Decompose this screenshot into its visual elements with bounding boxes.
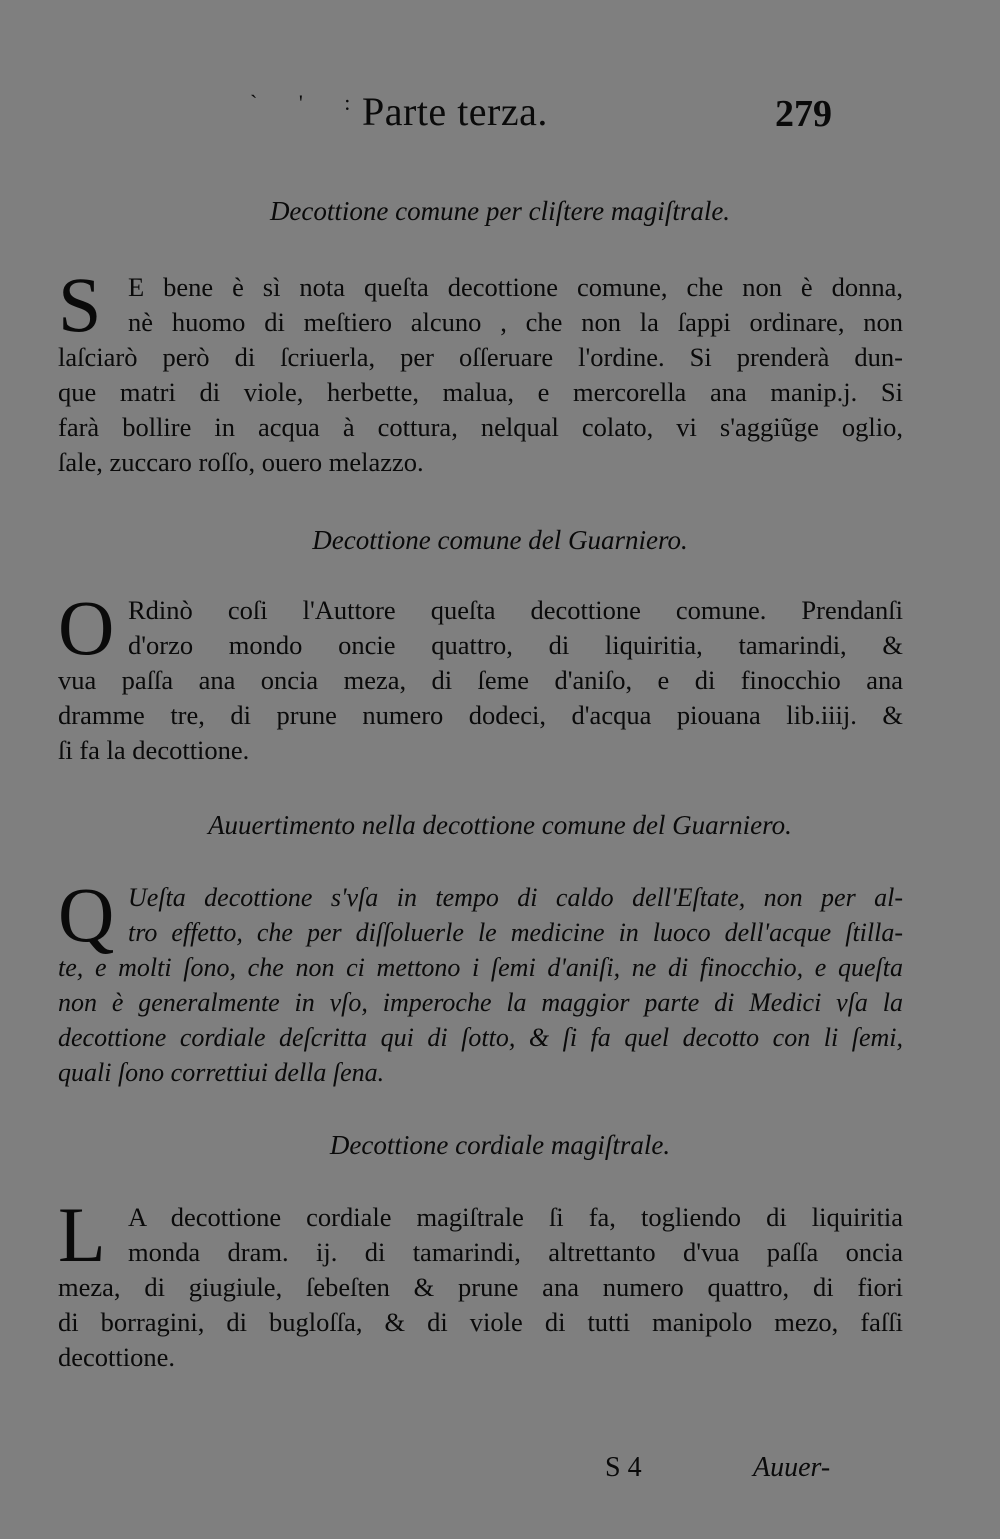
text-line: monda dram. ij. di tamarindi, altrettanto d'vua paſſa oncia — [128, 1237, 903, 1267]
signature-mark: S 4 — [605, 1452, 642, 1483]
section-heading: Auuertimento nella decottione comune del Guarniero. — [208, 810, 792, 840]
text-line: d'orzo mondo oncie quattro, di liquiritia, tamarindi, & — [128, 630, 903, 660]
text-line: dramme tre, di prune numero dodeci, d'acqua piouana lib.iiij. & — [58, 700, 903, 730]
catchword: Auuer- — [753, 1452, 831, 1483]
text-line: que matri di viole, herbette, malua, e mercorella ana manip.j. Si — [58, 377, 903, 407]
drop-cap: Q — [58, 871, 115, 958]
drop-cap: O — [58, 584, 115, 671]
section-heading: Decottione cordiale magiſtrale. — [329, 1130, 671, 1160]
text-line: decottione. — [58, 1342, 175, 1372]
text-line: vua paſſa ana oncia meza, di ſeme d'aniſo, e di finocchio ana — [58, 665, 903, 695]
text-line: A decottione cordiale magiſtrale ſi fa, togliendo di liquiritia — [128, 1202, 903, 1232]
section-heading: Decottione comune del Guarniero. — [312, 525, 688, 555]
text-line: nè huomo di meſtiero alcuno , che non la ſappi ordinare, non — [128, 307, 903, 337]
text-line: non è generalmente in vſo, imperoche la maggior parte di Medici vſa la — [58, 988, 903, 1017]
drop-cap: S — [58, 261, 102, 348]
text-line: di borragini, di bugloſſa, & di viole di tutti manipolo mezo, faſſi — [58, 1307, 903, 1337]
text-line: tro effetto, che per diſſoluerle le medicine in luoco dell'acque ſtilla- — [128, 918, 903, 947]
print-specks: ` ' : — [250, 90, 369, 115]
text-line: ſi fa la decottione. — [58, 735, 250, 765]
text-line: laſciarò però di ſcriuerla, per oſſeruare l'ordine. Si prenderà dun- — [58, 342, 903, 372]
text-line: quali ſono correttiui della ſena. — [58, 1058, 385, 1087]
section-heading: Decottione comune per cliſtere magiſtrale. — [269, 196, 731, 226]
text-line: decottione cordiale deſcritta qui di ſotto, & ſi fa quel decotto con li ſemi, — [58, 1023, 903, 1052]
text-line: meza, di giugiule, ſebeſten & prune ana numero quattro, di fiori — [58, 1272, 903, 1302]
text-line: Ueſta decottione s'vſa in tempo di caldo dell'Eſtate, non per al- — [128, 883, 903, 912]
text-line: Rdinò coſi l'Auttore queſta decottione comune. Prendanſi — [128, 595, 903, 625]
paragraph — [58, 1191, 903, 1375]
page-number: 279 — [775, 93, 832, 135]
paragraph — [58, 871, 903, 1090]
text-line: te, e molti ſono, che non ci mettono i ſemi d'aniſi, ne di finocchio, e queſta — [58, 953, 903, 982]
text-line: farà bollire in acqua à cottura, nelqual colato, vi s'aggiũge oglio, — [58, 412, 903, 442]
paragraph — [58, 584, 903, 768]
drop-cap: L — [58, 1191, 106, 1278]
paragraph — [58, 261, 903, 480]
text-line: E bene è sì nota queſta decottione comune, che non è donna, — [128, 272, 903, 302]
running-title: Parte terza. — [362, 89, 548, 134]
text-line: ſale, zuccaro roſſo, ouero melazzo. — [58, 447, 424, 477]
